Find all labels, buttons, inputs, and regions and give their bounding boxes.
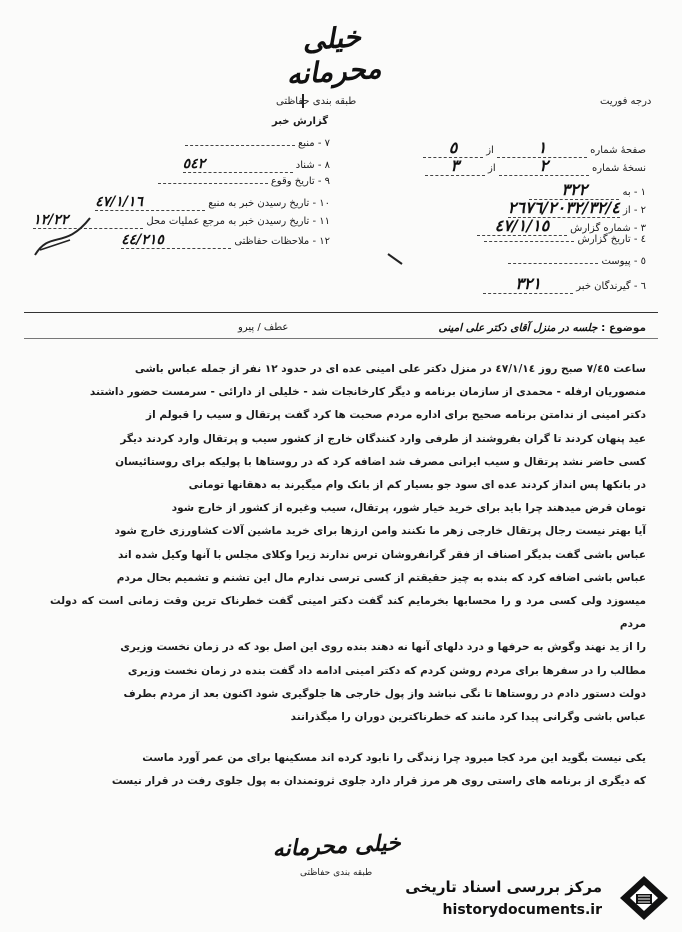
body-line: ساعت ٧/٤٥ صبح روز ٤٧/١/١٤ در منزل دکتر علی امینی عده ای در حدود ١٢ نفر از جمله عباس باشی [134, 363, 646, 375]
field-value: ٣٢١ [483, 274, 573, 294]
watermark-line1: مرکز بررسی اسناد تاریخی [405, 878, 602, 896]
body-line: دولت دستور دادم در روستاها تا نگی نباشد واز پول خارجی ها جلوگیری شود اکنون بعد از مردم بطرف [123, 687, 646, 700]
field-value: ٤٤/٢١٥ [121, 232, 231, 249]
body-line: میسوزد ولی کسی مرد و را محسابها بخرمایم کند گفت دکتر امینی گفت خطرناک ترین وقت زمانی است که دولت مردم [50, 595, 646, 631]
right-field-row [406, 216, 646, 236]
right-field-row [406, 180, 646, 200]
field-label: ٤ - تاریخ گزارش [577, 234, 646, 245]
body-line: کسی حاضر نشد پرتقال و سیب ایرانی مصرف شد اضافه کرد که در روستاها با پولیکه برای روستائیسان [115, 455, 646, 468]
field-label: ١ - به [622, 187, 646, 198]
field-label: ٩ - تاریخ وقوع [270, 176, 330, 187]
body-line: عباس باشی اضافه کرد که بنده به چیز حقیقتم از کسی ترسی ندارم مال این تشنم و تشمیم بحال مردم [116, 571, 646, 584]
body-line: منصوریان ارفله - محمدی از سازمان برنامه و دیگر کارخانجات شد - خلیلی از دارائی - سرمست حضور داشتند [89, 386, 646, 399]
left-field-row [40, 176, 330, 187]
divider-line-2 [24, 338, 658, 339]
field-value: ٣٢٢ [529, 180, 619, 200]
right-field-row [406, 156, 646, 176]
watermark [400, 870, 682, 926]
report-title: گزارش خبر [272, 116, 329, 127]
field-label: نسخهٔ شماره [592, 163, 646, 174]
field-value [484, 241, 574, 242]
field-value [185, 145, 295, 146]
report-body [50, 358, 646, 794]
subject-text: جلسه در منزل آقای دکتر علی امینی [438, 322, 598, 334]
subject-line: موضوع : جلسه در منزل آقای دکتر علی امینی [438, 322, 646, 334]
divider-line [24, 312, 658, 313]
margin-tick [386, 252, 406, 266]
field-label: ٧ - منبع [297, 138, 330, 149]
right-field-row [406, 198, 646, 218]
body-line: مطالب را در سفرها برای مردم روشن کردم که دکتر امینی ادامه داد گفت بنده در زمان نخست وزیری [127, 664, 646, 677]
field-label: ٢ - از [623, 205, 646, 216]
reference-label: عطف / پیرو [238, 322, 289, 333]
field-label: ١٠ - تاریخ رسیدن خبر به منبع [208, 198, 330, 209]
body-line: که دیگری از برنامه های راستی روی هر مرز قرار دارد جلوی ثروتمندان به پول جلوی رفت در قرار نیست [111, 775, 646, 788]
body-line: در بانکها پس انداز کردند عده ای سود جو بسیار کم از بانک وام میگیرند به دهقانها تومانی [188, 479, 646, 492]
watermark-line2: historydocuments.ir [442, 902, 602, 918]
field-of-label: از [488, 163, 496, 174]
bottom-caption: طبقه بندی حفاظتی [300, 868, 373, 878]
classification-caption: طبقه بندی حفاظتی [276, 96, 357, 107]
right-field-row [406, 138, 646, 158]
field-label: ٦ - گیرندگان خبر [576, 281, 646, 292]
field-label: ١١ - تاریخ رسیدن خبر به مرجع عملیات محل [146, 216, 330, 227]
body-line: عباس باشی گفت بدیگر اصناف از فقر گرانفروشان ترس ندارند زیرا وکلای مجلس با آنها وکیل شده اند [118, 548, 646, 561]
subject-label: موضوع [609, 322, 646, 334]
field-total: ٥ [423, 138, 483, 158]
right-field-row [406, 274, 646, 294]
field-label: ٨ - شناد [295, 160, 330, 171]
field-of-label: از [486, 145, 494, 156]
field-label: ٣ - شماره گزارش [570, 223, 646, 234]
field-value [158, 183, 268, 184]
body-line: دکتر امینی از ندامتن برنامه صحیح برای اداره مردم صحبت ها کرد گفت پرتقال و سیب را قبولم از [146, 409, 646, 422]
body-line: آیا بهتر نیست رجال پرتقال خارجی زهر ما نکنند وامن ارزها برای خرید ماشین آلات کشاورزی خارج شود [114, 525, 646, 538]
right-field-row [406, 256, 646, 267]
field-value: ٢٦٧٦/٢٠٣٢/٣٢/٤ [507, 198, 620, 217]
field-value: ٥٤٢ [183, 156, 293, 173]
body-line: تومان قرض میدهند چرا باید برای خرید خیار شور، پرتقال، سیب وغیره از کشور از خارج شود [171, 502, 646, 515]
body-line: یکی نیست بگوید این مرد کجا میرود چرا زندگی را نابود کرده اند مسکینها برای من عمر آورد ماست [142, 752, 646, 765]
body-line: عید پنهان کردند تا گران بفروشند از طرفی وارد کنندگان خارج از کشور سیب و پرتقال وارد کردند دیگر [120, 432, 646, 445]
top-classification-stamp: خیلی محرمانه [285, 20, 383, 92]
left-field-row [40, 194, 330, 211]
field-label: ٥ - پیوست [601, 256, 646, 267]
archive-logo-icon [616, 872, 672, 924]
field-value: ٤٧/١/١٦ [95, 194, 205, 211]
field-value [508, 263, 598, 264]
field-total: ٣ [425, 156, 485, 176]
field-value: ٢ [499, 156, 589, 176]
top-tick [296, 92, 310, 110]
margin-scribble [30, 210, 100, 260]
field-value: ٤٧/١/١٥ [477, 216, 567, 236]
field-label: ١٢ - ملاحظات حفاظتی [234, 236, 330, 247]
field-value: ١ [497, 138, 587, 158]
left-field-row [40, 156, 330, 173]
bottom-classification-stamp: خیلی محرمانه [272, 829, 402, 863]
field-value: ١٢/٢٢ [33, 212, 143, 229]
left-field-row [40, 138, 330, 149]
field-label: صفحهٔ شماره [590, 145, 646, 156]
right-field-row [406, 234, 646, 245]
urgency-caption: درجه فوریت [600, 96, 652, 107]
body-line: عباس باشی وگرانی پیدا کرد مانند که خطرناکترین دوران را میگذرانند [290, 711, 646, 724]
body-line: را از ید نهند وگوش به حرفها و درد دلهای آنها نه دهند بنده روی این اصل بود که در زمان نخست وزیری [120, 641, 646, 654]
